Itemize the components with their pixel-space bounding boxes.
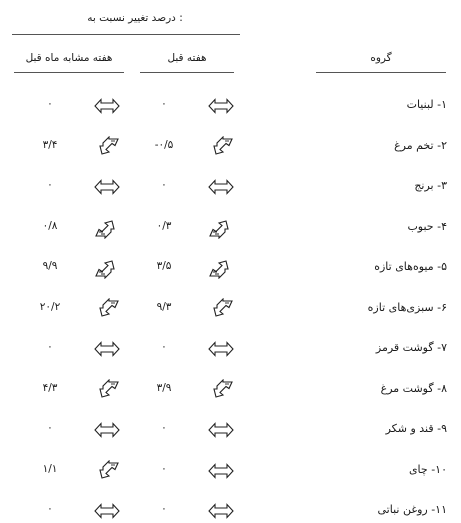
down-arrow-icon: [208, 136, 234, 158]
prev-month-value: ۹/۹: [42, 260, 58, 272]
down-arrow-icon: [94, 379, 120, 401]
column-prev-week-underline: [140, 72, 234, 73]
unchanged-arrow-icon: [208, 500, 234, 522]
column-prev-week: هفته قبل: [167, 52, 207, 64]
prev-week-value: ۰: [161, 179, 167, 191]
prev-month-value: ۱/۱: [42, 462, 58, 475]
table-row: [0, 216, 461, 240]
prev-month-value: ۲۰/۲: [39, 300, 61, 313]
prev-month-value: ۰: [47, 98, 53, 110]
unchanged-arrow-icon: [94, 500, 120, 522]
up-arrow-icon: [94, 217, 120, 239]
group-label: ۳- برنج: [414, 179, 447, 192]
table-row: [0, 378, 461, 402]
prev-week-value: ۰: [161, 422, 167, 434]
down-arrow-icon: [208, 298, 234, 320]
table-row: [0, 297, 461, 321]
down-arrow-icon: [208, 379, 234, 401]
prev-month-value: ۰: [47, 341, 53, 353]
prev-month-value: ۴/۳: [42, 381, 58, 394]
unchanged-arrow-icon: [94, 419, 120, 441]
down-arrow-icon: [94, 298, 120, 320]
group-label: ۸- گوشت مرغ: [380, 381, 447, 395]
group-label: ۲- تخم مرغ: [394, 138, 447, 152]
table-row: [0, 256, 461, 280]
group-label: ۹- قند و شکر: [385, 422, 447, 435]
up-arrow-icon: [208, 257, 234, 279]
caption: درصد تغییر نسبت به :: [87, 12, 183, 24]
prev-month-value: ۰/۸: [42, 219, 58, 232]
table-row: [0, 499, 461, 523]
prev-week-value: ۰: [161, 462, 167, 475]
down-arrow-icon: [94, 136, 120, 158]
column-prev-month-underline: [14, 72, 124, 73]
unchanged-arrow-icon: [208, 176, 234, 198]
caption-underline: [12, 34, 240, 35]
table-row: [0, 135, 461, 159]
table-row: [0, 459, 461, 483]
prev-week-value: ۰: [161, 503, 167, 515]
group-label: ۶- سبزی‌های تازه: [367, 300, 447, 314]
unchanged-arrow-icon: [208, 338, 234, 360]
unchanged-arrow-icon: [208, 95, 234, 117]
column-group-underline: [316, 72, 446, 73]
prev-week-value: ۹/۳: [156, 300, 172, 313]
up-arrow-icon: [94, 257, 120, 279]
unchanged-arrow-icon: [94, 338, 120, 360]
prev-month-value: ۰: [47, 503, 53, 515]
table-row: [0, 337, 461, 361]
group-label: ۷- گوشت قرمز: [375, 341, 447, 354]
table-row: [0, 175, 461, 199]
prev-week-value: ۰: [161, 341, 167, 353]
column-prev-month: هفته مشابه ماه قبل: [25, 52, 113, 64]
group-label: ۱۰- چای: [408, 462, 447, 476]
unchanged-arrow-icon: [94, 95, 120, 117]
group-label: ۵- میوه‌های تازه: [374, 260, 447, 273]
prev-week-value: ۳/۵: [156, 260, 172, 272]
unchanged-arrow-icon: [208, 460, 234, 482]
prev-week-value: ۰/۳: [156, 219, 172, 232]
down-arrow-icon: [94, 460, 120, 482]
group-label: ۱۱- روغن نباتی: [377, 503, 447, 516]
prev-month-value: ۰: [47, 422, 53, 434]
prev-week-value: ۰: [161, 98, 167, 110]
column-group: گروه: [370, 52, 392, 64]
group-label: ۱- لبنیات: [406, 98, 447, 111]
prev-month-value: ۳/۴: [42, 138, 58, 151]
unchanged-arrow-icon: [208, 419, 234, 441]
table-row: [0, 418, 461, 442]
group-label: ۴- حبوب: [407, 219, 447, 233]
prev-week-value: -۰/۵: [154, 138, 174, 151]
prev-week-value: ۳/۹: [156, 381, 172, 394]
prev-month-value: ۰: [47, 179, 53, 191]
up-arrow-icon: [208, 217, 234, 239]
unchanged-arrow-icon: [94, 176, 120, 198]
table-row: [0, 94, 461, 118]
